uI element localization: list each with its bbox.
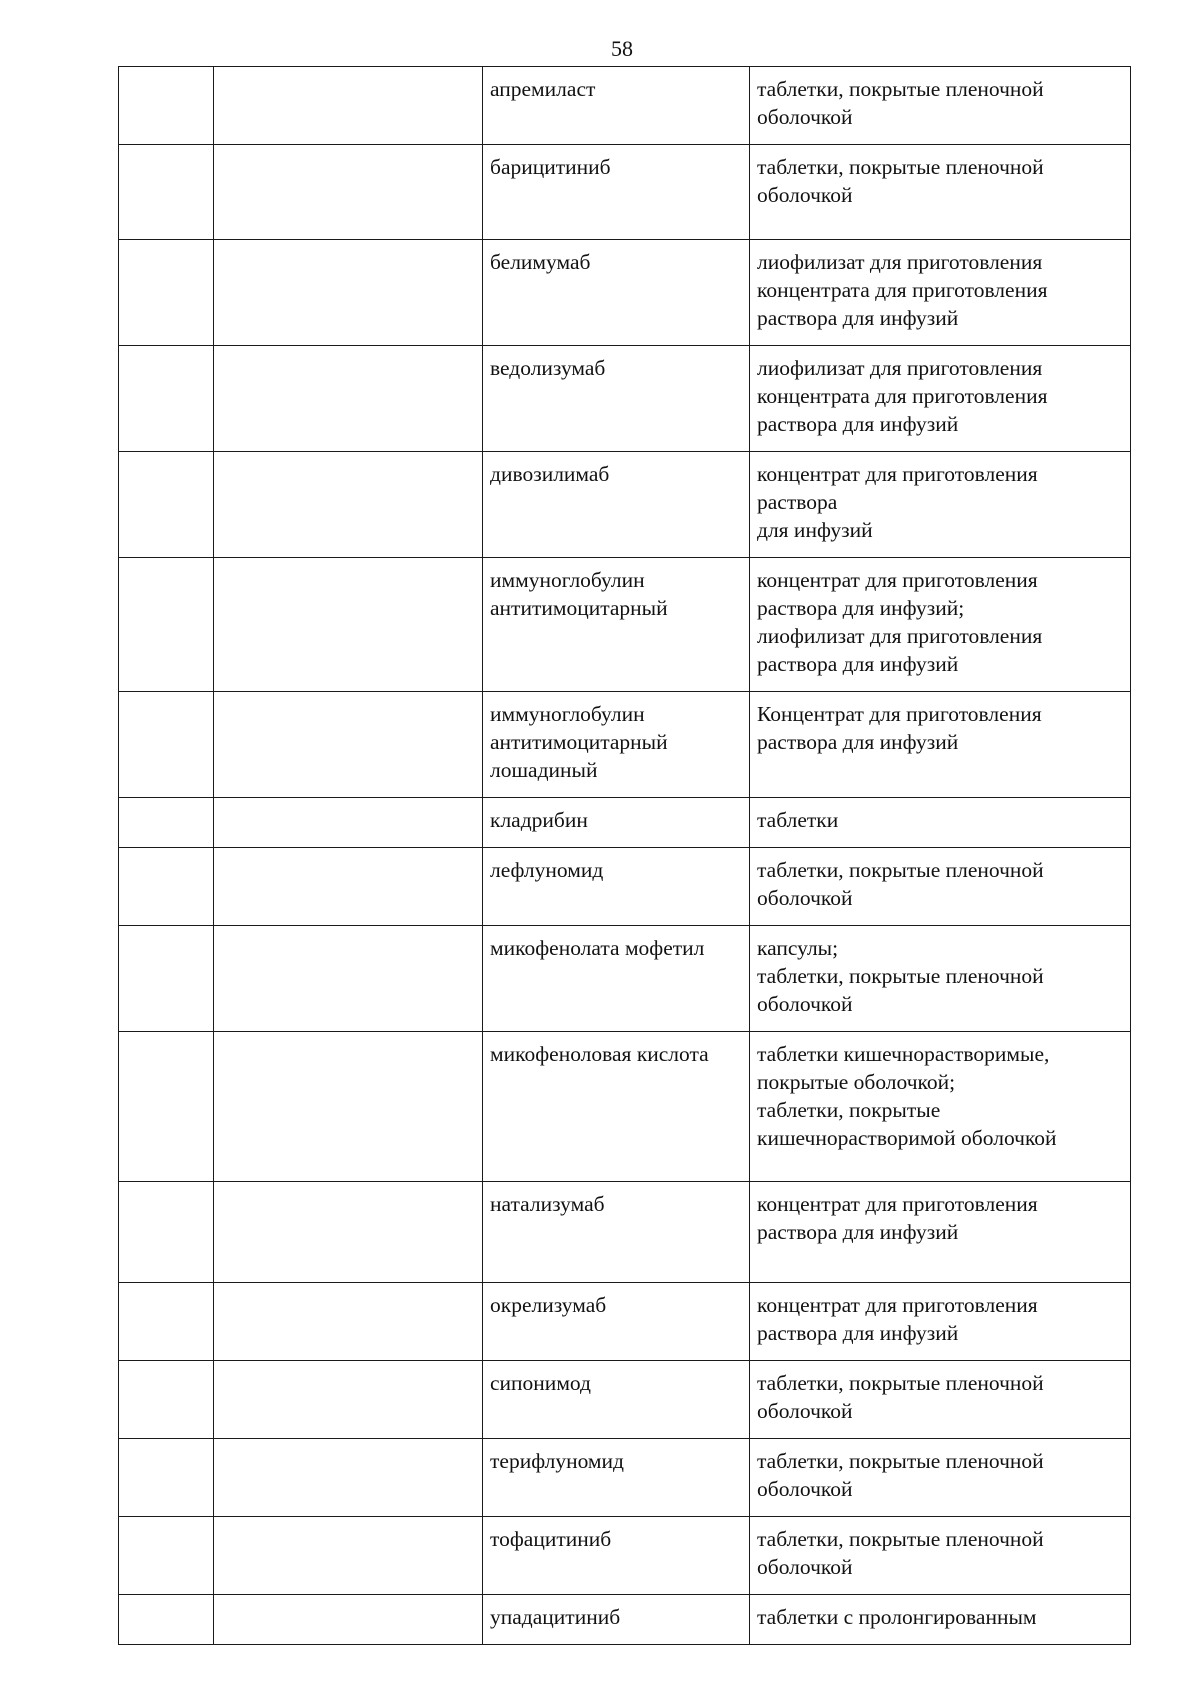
table-row (119, 558, 1131, 692)
empty-cell-code (119, 1283, 214, 1361)
empty-cell-group (214, 1439, 483, 1517)
dosage-form-cell: таблетки, покрытые пленочной оболочкой (750, 67, 1131, 145)
empty-cell-code (119, 1439, 214, 1517)
drug-name-cell: иммуноглобулин антитимоцитарный лошадиный (483, 692, 750, 798)
table-row (119, 67, 1131, 145)
empty-cell-group (214, 346, 483, 452)
empty-cell-code (119, 848, 214, 926)
dosage-form-cell: лиофилизат для приготовления концентрата для приготовления раствора для инфузий (750, 346, 1131, 452)
empty-cell-code (119, 346, 214, 452)
empty-cell-code (119, 1517, 214, 1595)
table-row (119, 1517, 1131, 1595)
empty-cell-group (214, 1283, 483, 1361)
table-row (119, 240, 1131, 346)
drug-name-cell: кладрибин (483, 798, 750, 848)
drug-name-cell: лефлуномид (483, 848, 750, 926)
empty-cell-group (214, 692, 483, 798)
dosage-form-cell: концентрат для приготовления раствора для инфузий (750, 1182, 1131, 1283)
drug-name-cell: сипонимод (483, 1361, 750, 1439)
drug-table (118, 66, 1131, 1645)
drug-name-cell: апремиласт (483, 67, 750, 145)
table-row (119, 1283, 1131, 1361)
empty-cell-group (214, 1182, 483, 1283)
empty-cell-group (214, 1517, 483, 1595)
dosage-form-cell: лиофилизат для приготовления концентрата для приготовления раствора для инфузий (750, 240, 1131, 346)
table-row (119, 926, 1131, 1032)
dosage-form-cell: концентрат для приготовления раствора для инфузий (750, 1283, 1131, 1361)
dosage-form-cell: таблетки с пролонгированным (750, 1595, 1131, 1645)
empty-cell-code (119, 1032, 214, 1182)
table-row (119, 798, 1131, 848)
dosage-form-cell: Концентрат для приготовления раствора для инфузий (750, 692, 1131, 798)
empty-cell-code (119, 240, 214, 346)
table-row (119, 1182, 1131, 1283)
empty-cell-code (119, 558, 214, 692)
drug-name-cell: ведолизумаб (483, 346, 750, 452)
dosage-form-cell: концентрат для приготовления раствора для инфузий (750, 452, 1131, 558)
drug-name-cell: иммуноглобулин антитимоцитарный (483, 558, 750, 692)
table-row (119, 145, 1131, 240)
drug-name-cell: натализумаб (483, 1182, 750, 1283)
empty-cell-code (119, 145, 214, 240)
empty-cell-group (214, 1361, 483, 1439)
empty-cell-group (214, 452, 483, 558)
drug-name-cell: микофеноловая кислота (483, 1032, 750, 1182)
table-row (119, 848, 1131, 926)
empty-cell-code (119, 1182, 214, 1283)
empty-cell-group (214, 145, 483, 240)
table-row (119, 452, 1131, 558)
dosage-form-cell: таблетки кишечнорастворимые, покрытые оболочкой; таблетки, покрытые кишечнорастворимой оболочкой (750, 1032, 1131, 1182)
table-row (119, 1032, 1131, 1182)
dosage-form-cell: таблетки (750, 798, 1131, 848)
drug-name-cell: упадацитиниб (483, 1595, 750, 1645)
empty-cell-group (214, 240, 483, 346)
empty-cell-code (119, 452, 214, 558)
empty-cell-group (214, 1032, 483, 1182)
dosage-form-cell: таблетки, покрытые пленочной оболочкой (750, 1361, 1131, 1439)
empty-cell-code (119, 692, 214, 798)
dosage-form-cell: концентрат для приготовления раствора для инфузий; лиофилизат для приготовления раствора для инфузий (750, 558, 1131, 692)
empty-cell-code (119, 67, 214, 145)
empty-cell-group (214, 848, 483, 926)
empty-cell-code (119, 1361, 214, 1439)
empty-cell-code (119, 926, 214, 1032)
dosage-form-cell: таблетки, покрытые пленочной оболочкой (750, 1439, 1131, 1517)
dosage-form-cell: таблетки, покрытые пленочной оболочкой (750, 145, 1131, 240)
table-body (119, 67, 1131, 1645)
empty-cell-group (214, 558, 483, 692)
drug-name-cell: дивозилимаб (483, 452, 750, 558)
drug-name-cell: терифлуномид (483, 1439, 750, 1517)
empty-cell-code (119, 798, 214, 848)
empty-cell-group (214, 1595, 483, 1645)
table-row (119, 346, 1131, 452)
table-row (119, 1439, 1131, 1517)
dosage-form-cell: капсулы; таблетки, покрытые пленочной оболочкой (750, 926, 1131, 1032)
dosage-form-cell: таблетки, покрытые пленочной оболочкой (750, 848, 1131, 926)
dosage-form-cell: таблетки, покрытые пленочной оболочкой (750, 1517, 1131, 1595)
drug-name-cell: белимумаб (483, 240, 750, 346)
empty-cell-group (214, 798, 483, 848)
drug-name-cell: микофенолата мофетил (483, 926, 750, 1032)
drug-name-cell: барицитиниб (483, 145, 750, 240)
page-number: 58 (611, 36, 633, 61)
table-row (119, 1595, 1131, 1645)
table-row (119, 692, 1131, 798)
empty-cell-group (214, 926, 483, 1032)
table-row (119, 1361, 1131, 1439)
empty-cell-code (119, 1595, 214, 1645)
drug-name-cell: тофацитиниб (483, 1517, 750, 1595)
drug-name-cell: окрелизумаб (483, 1283, 750, 1361)
empty-cell-group (214, 67, 483, 145)
